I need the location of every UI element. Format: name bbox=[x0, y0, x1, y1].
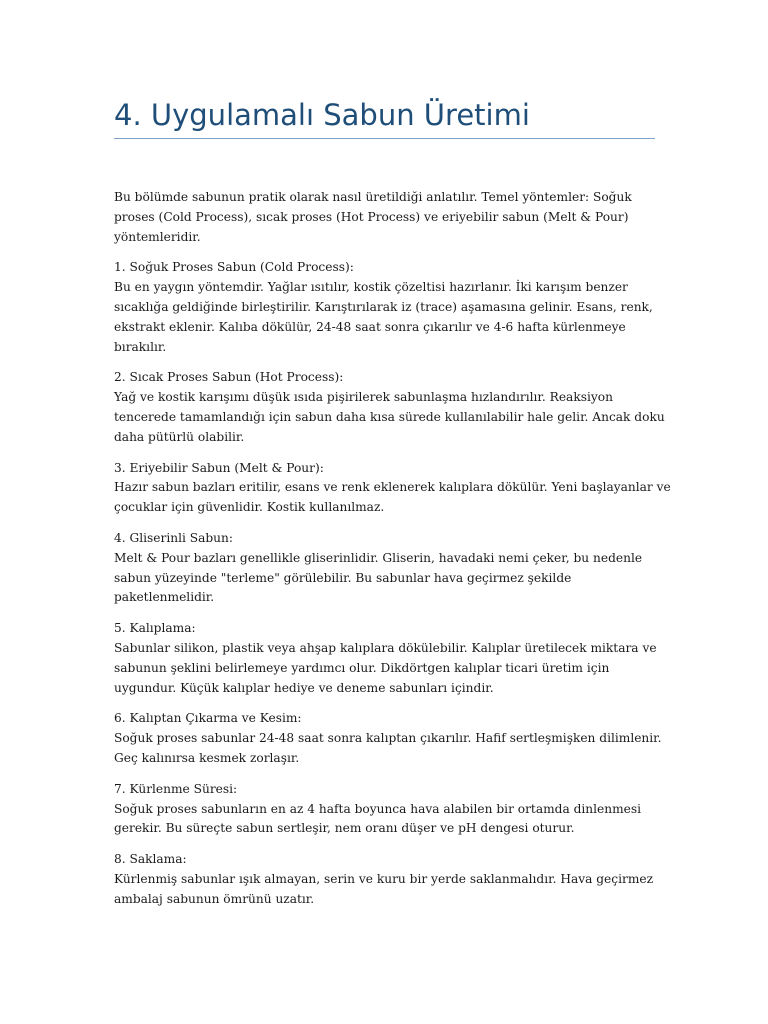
section-molding bbox=[114, 619, 674, 698]
section-heading: 4. Uygulamalı Sabun Üretimi bbox=[114, 98, 530, 132]
section-curing-time bbox=[114, 780, 674, 839]
intro-paragraph: Bu bölümde sabunun pratik olarak nasıl üretildiği anlatılır. Temel yöntemler: Soğuk proses (Cold Process), sıcak proses (Hot Process) ve eriyebilir sabun (Melt & Pour) yöntemleridir. bbox=[114, 190, 632, 244]
section-text: Hazır sabun bazları eritilir, esans ve renk eklenerek kalıplara dökülür. Yeni başlayanlar ve çocuklar için güvenlidir. Kostik kullanılmaz. bbox=[114, 480, 671, 515]
section-text: Melt & Pour bazları genellikle gliserinlidir. Gliserin, havadaki nemi çeker, bu nedenle sabun yüzeyinde "terleme" görülebilir. Bu sabunlar hava geçirmez şekilde paketlenmelidir. bbox=[114, 550, 643, 605]
section-title: 1. Soğuk Proses Sabun (Cold Process): bbox=[114, 260, 354, 275]
heading-underline bbox=[114, 138, 655, 139]
section-text: Kürlenmiş sabunlar ışık almayan, serin ve kuru bir yerde saklanmalıdır. Hava geçirmez ambalaj sabunun ömrünü uzatır. bbox=[114, 871, 654, 906]
section-title: 5. Kalıplama: bbox=[114, 621, 196, 636]
section-text: Bu en yaygın yöntemdir. Yağlar ısıtılır, kostik çözeltisi hazırlanır. İki karışım benzer sıcaklığa geldiğinde birleştirilir. Karıştırılarak iz (trace) aşamasına gelinir. Esans, renk, ekstrakt eklenir. Kalıba dökülür, 24-48 saat sonra çıkarılır ve 4-6 hafta kürlenmeye bırakılır. bbox=[114, 280, 653, 354]
section-storage bbox=[114, 850, 674, 909]
section-text: Yağ ve kostik karışımı düşük ısıda pişirilerek sabunlaşma hızlandırılır. Reaksiyon tencerede tamamlandığı için sabun daha kısa sürede kullanılabilir hale gelir. Ancak doku daha pütürlü olabilir. bbox=[114, 390, 665, 444]
section-text: Soğuk proses sabunlar 24-48 saat sonra kalıptan çıkarılır. Hafif sertleşmişken dilimlenir. Geç kalınırsa kesmek zorlaşır. bbox=[114, 731, 662, 765]
section-text: Soğuk proses sabunların en az 4 hafta boyunca hava alabilen bir ortamda dinlenmesi gerekir. Bu süreçte sabun sertleşir, nem oranı düşer ve pH dengesi oturur. bbox=[114, 801, 642, 836]
section-title: 7. Kürlenme Süresi: bbox=[114, 781, 238, 796]
section-title: 8. Saklama: bbox=[114, 852, 187, 867]
section-glycerin-soap bbox=[114, 529, 674, 608]
section-title: 4. Gliserinli Sabun: bbox=[114, 530, 233, 545]
section-cold-process bbox=[114, 258, 674, 357]
section-title: 6. Kalıptan Çıkarma ve Kesim: bbox=[114, 711, 302, 726]
section-title: 2. Sıcak Proses Sabun (Hot Process): bbox=[114, 370, 344, 385]
section-hot-process bbox=[114, 368, 674, 447]
document-body bbox=[114, 188, 674, 921]
section-title: 3. Eriyebilir Sabun (Melt & Pour): bbox=[114, 460, 324, 475]
section-melt-and-pour bbox=[114, 459, 674, 518]
section-text: Sabunlar silikon, plastik veya ahşap kalıplara dökülebilir. Kalıplar üretilecek miktara ve sabunun şeklini belirlemeye yardımcı olur. Dikdörtgen kalıplar ticari üretim için uygundur. Küçük kalıplar hediye ve deneme sabunları içindir. bbox=[114, 640, 657, 695]
section-unmolding-cutting bbox=[114, 709, 674, 768]
